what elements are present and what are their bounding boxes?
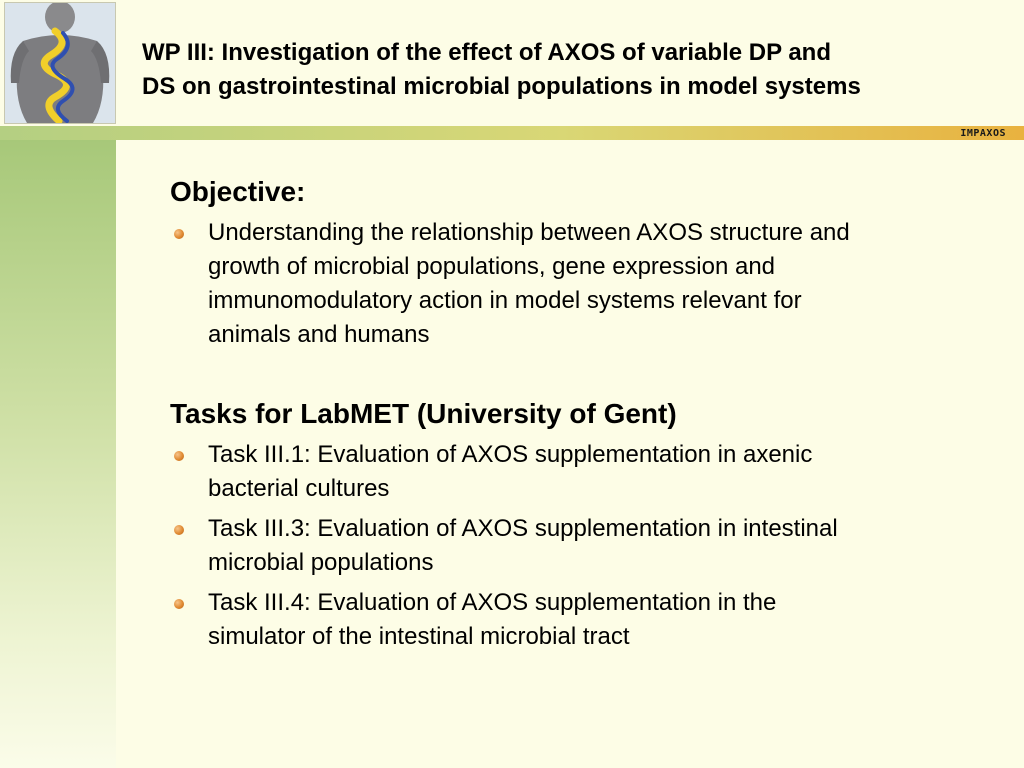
slide-title-line-2: DS on gastrointestinal microbial populations in model systems xyxy=(142,73,861,100)
brand-label: IMPAXOS xyxy=(960,128,1006,139)
left-gradient-sidebar xyxy=(0,140,116,768)
tasks-heading: Tasks for LabMET (University of Gent) xyxy=(170,398,677,429)
slide-header xyxy=(0,0,1024,128)
tasks-list xyxy=(170,438,990,654)
task-item xyxy=(170,586,990,654)
task-item-line: microbial populations xyxy=(208,549,434,576)
task-item-line: Task III.4: Evaluation of AXOS supplementation in the xyxy=(208,589,777,616)
task-item-line: bacterial cultures xyxy=(208,475,390,502)
bullet-icon xyxy=(174,599,184,609)
slide-title xyxy=(142,36,1012,104)
objective-item-line: Understanding the relationship between AXOS structure and xyxy=(208,219,850,246)
task-item-line: simulator of the intestinal microbial tract xyxy=(208,623,630,650)
slide-title-line-1: WP III: Investigation of the effect of AXOS of variable DP and xyxy=(142,39,831,66)
objective-item-line: animals and humans xyxy=(208,321,430,348)
objective-item-line: immunomodulatory action in model systems relevant for xyxy=(208,287,802,314)
task-item-line: Task III.1: Evaluation of AXOS supplementation in axenic xyxy=(208,441,813,468)
bullet-icon xyxy=(174,525,184,535)
objective-heading: Objective: xyxy=(170,176,306,207)
task-item xyxy=(170,512,990,580)
header-gradient-band xyxy=(0,126,1024,140)
human-torso-intestine-icon xyxy=(4,2,116,124)
bullet-icon xyxy=(174,229,184,239)
slide-content xyxy=(170,172,990,660)
objective-item-line: growth of microbial populations, gene expression and xyxy=(208,253,776,280)
objective-item xyxy=(170,216,990,352)
bullet-icon xyxy=(174,451,184,461)
task-item xyxy=(170,438,990,506)
objective-list xyxy=(170,216,990,352)
task-item-line: Task III.3: Evaluation of AXOS supplementation in intestinal xyxy=(208,515,838,542)
